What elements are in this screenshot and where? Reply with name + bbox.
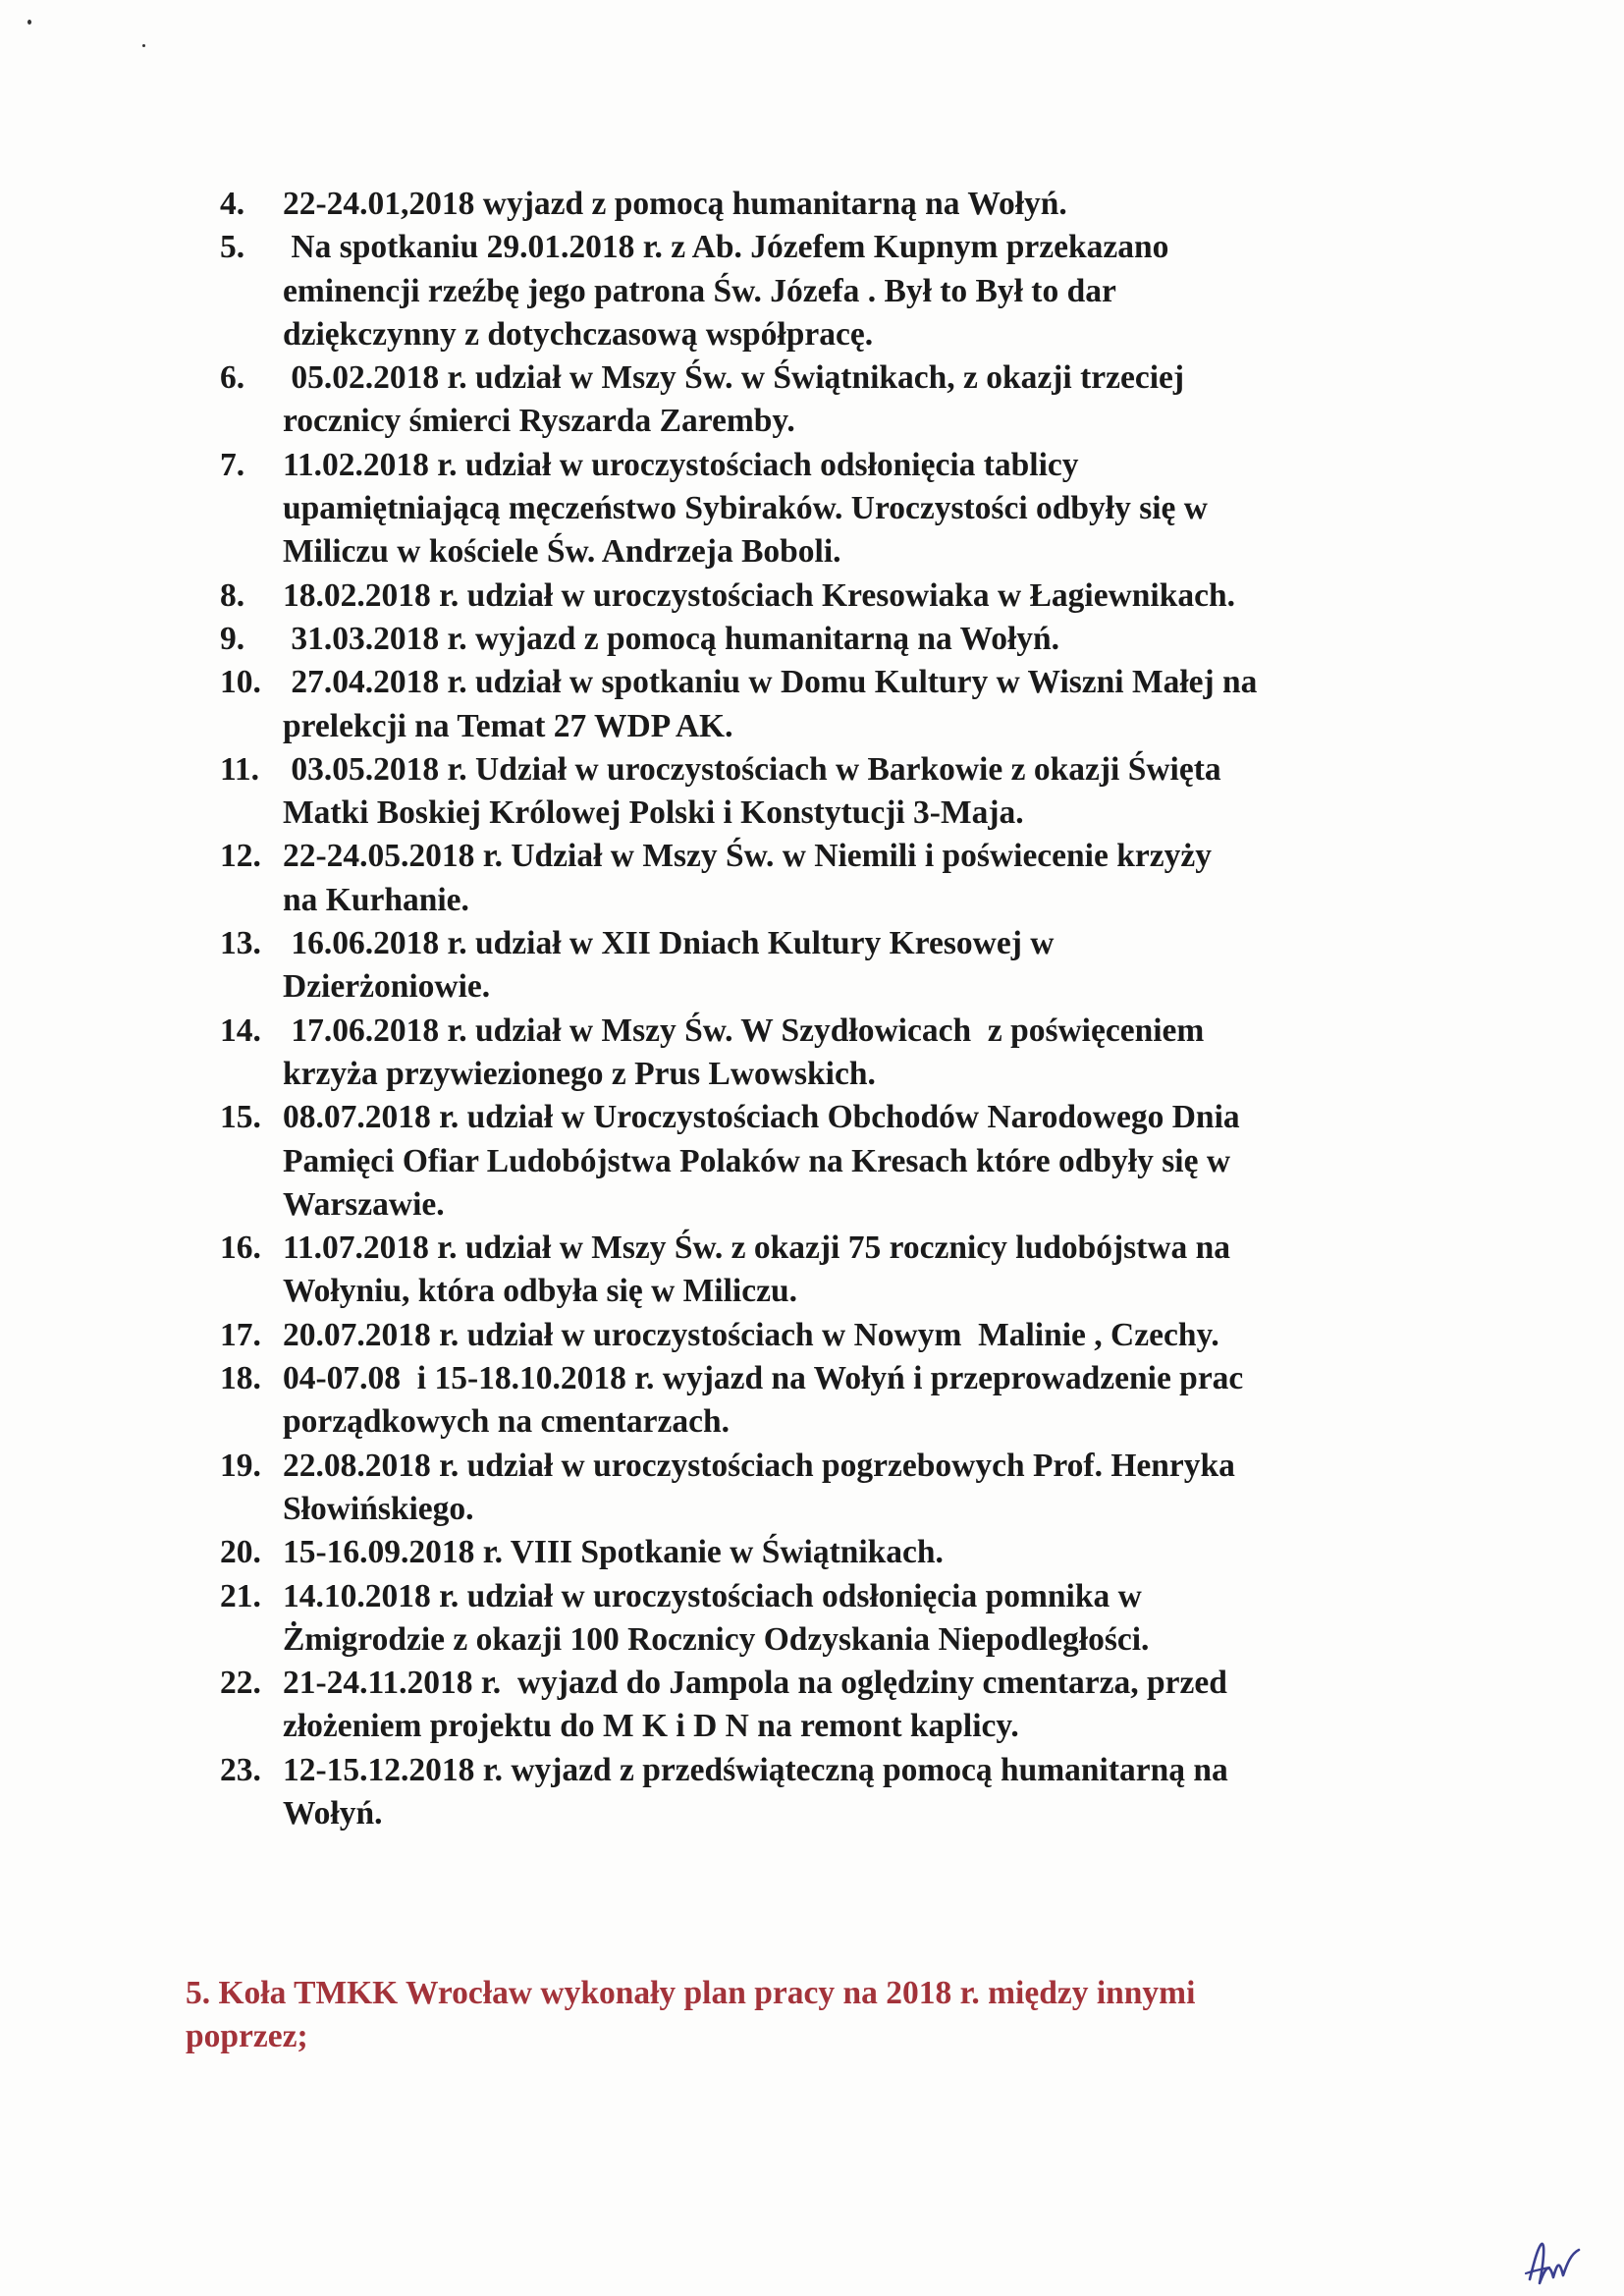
section-heading-line: poprzez; (186, 2018, 308, 2054)
list-item (220, 1400, 1447, 1444)
list-item (220, 226, 1447, 269)
list-item-text: rocznicy śmierci Ryszarda Zaremby. (283, 403, 795, 440)
list-item-number (220, 1053, 283, 1096)
list-item-number: 14. (220, 1011, 261, 1049)
list-item (220, 1749, 1447, 1792)
list-item (220, 1531, 1447, 1574)
list-item-number (220, 1488, 283, 1531)
list-item-text: 20.07.2018 r. udział w uroczystościach w Nowym Malinie , Czechy. (283, 1316, 1219, 1353)
list-item (220, 270, 1447, 313)
list-item (220, 183, 1447, 226)
list-item-text: Wołyniu, która odbyła się w Miliczu. (283, 1273, 797, 1310)
list-item-text: prelekcji na Temat 27 WDP AK. (283, 707, 733, 744)
list-item (220, 1140, 1447, 1183)
list-item (220, 530, 1447, 574)
list-item-number: 8. (220, 576, 245, 614)
list-item (220, 1096, 1447, 1139)
list-item (220, 1445, 1447, 1488)
activity-list (220, 183, 1447, 1835)
list-item (220, 1705, 1447, 1748)
list-item-text: Słowińskiego. (283, 1490, 474, 1527)
list-item (220, 400, 1447, 443)
list-item-text: 03.05.2018 r. Udział w uroczystościach w Barkowie z okazji Święta (283, 750, 1221, 788)
list-item-text: 08.07.2018 r. udział w Uroczystościach Obchodów Narodowego Dnia (283, 1099, 1240, 1136)
list-item-number (220, 270, 283, 313)
list-item-text: 31.03.2018 r. wyjazd z pomocą humanitarną na Wołyń. (283, 620, 1060, 657)
list-item (220, 1314, 1447, 1357)
list-item-number (220, 792, 283, 835)
list-item-text: 14.10.2018 r. udział w uroczystościach odsłonięcia pomnika w (283, 1577, 1142, 1614)
list-item-text: Pamięci Ofiar Ludobójstwa Polaków na Kresach które odbyły się w (283, 1142, 1231, 1179)
list-item-number: 21. (220, 1577, 261, 1614)
list-item-number (220, 1270, 283, 1313)
list-item-number (220, 1792, 283, 1835)
list-item-number: 10. (220, 664, 261, 701)
list-item-number (220, 530, 283, 574)
list-item-text: Miliczu w kościele Św. Andrzeja Boboli. (283, 533, 841, 571)
handwritten-initials (1520, 2234, 1618, 2289)
list-item-text: 21-24.11.2018 r. wyjazd do Jampola na oględziny cmentarza, przed (283, 1665, 1227, 1702)
list-item-number: 17. (220, 1316, 261, 1353)
list-item-text: Żmigrodzie z okazji 100 Rocznicy Odzyskania Niepodległości. (283, 1620, 1150, 1658)
list-item-text: 16.06.2018 r. udział w XII Dniach Kultury Kresowej w (283, 925, 1055, 962)
list-item-number: 5. (220, 229, 245, 266)
list-item-text: 22-24.05.2018 r. Udział w Mszy Św. w Niemili i poświecenie krzyży (283, 838, 1212, 875)
list-item-text: 11.02.2018 r. udział w uroczystościach odsłonięcia tablicy (283, 446, 1079, 483)
list-item-number: 15. (220, 1099, 261, 1136)
section-heading-line: 5. Koła TMKK Wrocław wykonały plan pracy na 2018 r. między innymi (186, 1975, 1196, 2011)
list-item (220, 879, 1447, 922)
list-item-number: 19. (220, 1447, 261, 1484)
scan-speck (27, 20, 31, 25)
list-item-text: 05.02.2018 r. udział w Mszy Św. w Świątnikach, z okazji trzeciej (283, 359, 1185, 397)
list-item (220, 922, 1447, 965)
list-item (220, 705, 1447, 748)
list-item-text: Matki Boskiej Królowej Polski i Konstytucji 3-Maja. (283, 794, 1024, 832)
list-item-number (220, 1183, 283, 1227)
list-item (220, 1053, 1447, 1096)
list-item-number: 6. (220, 359, 245, 397)
list-item-text: 22-24.01,2018 wyjazd z pomocą humanitarną na Wołyń. (283, 186, 1067, 222)
list-item-text: 27.04.2018 r. udział w spotkaniu w Domu Kultury w Wiszni Małej na (283, 664, 1258, 701)
list-item-text: na Kurhanie. (283, 881, 469, 918)
list-item-number: 13. (220, 925, 261, 962)
list-item (220, 661, 1447, 704)
list-item (220, 1183, 1447, 1227)
list-item (220, 835, 1447, 878)
list-item-text: krzyża przywiezionego z Prus Lwowskich. (283, 1055, 876, 1092)
list-item (220, 487, 1447, 530)
list-item-number (220, 1618, 283, 1662)
list-item (220, 1488, 1447, 1531)
list-item-text: złożeniem projektu do M K i D N na remont kaplicy. (283, 1708, 1019, 1745)
list-item-number: 18. (220, 1360, 261, 1397)
list-item-text: dziękczynny z dotychczasową współpracę. (283, 315, 874, 353)
list-item-number (220, 705, 283, 748)
list-item (220, 792, 1447, 835)
list-item (220, 444, 1447, 487)
list-item-number (220, 965, 283, 1009)
list-item (220, 356, 1447, 400)
list-item-text: Na spotkaniu 29.01.2018 r. z Ab. Józefem Kupnym przekazano (283, 229, 1169, 266)
list-item-text: Warszawie. (283, 1185, 445, 1223)
list-item-number: 20. (220, 1534, 261, 1571)
list-item-text: 04-07.08 i 15-18.10.2018 r. wyjazd na Wołyń i przeprowadzenie prac (283, 1360, 1244, 1397)
list-item-number (220, 1140, 283, 1183)
list-item-text: eminencji rzeźbę jego patrona Św. Józefa . Był to Był to dar (283, 272, 1116, 309)
list-item-number (220, 313, 283, 356)
list-item-number (220, 487, 283, 530)
list-item (220, 313, 1447, 356)
list-item (220, 1575, 1447, 1618)
list-item (220, 618, 1447, 661)
list-item-text: Wołyń. (283, 1794, 383, 1831)
list-item-number (220, 400, 283, 443)
list-item-text: upamiętniającą męczeństwo Sybiraków. Uroczystości odbyły się w (283, 490, 1208, 527)
list-item-text: 15-16.09.2018 r. VIII Spotkanie w Świątnikach. (283, 1534, 944, 1571)
list-item-number (220, 1400, 283, 1444)
section-heading (186, 1972, 1413, 2058)
list-item-text: 17.06.2018 r. udział w Mszy Św. W Szydłowicach z poświęceniem (283, 1011, 1205, 1049)
list-item-text: 12-15.12.2018 r. wyjazd z przedświąteczną pomocą humanitarną na (283, 1751, 1228, 1788)
list-item-text: porządkowych na cmentarzach. (283, 1403, 730, 1441)
scan-speck (142, 44, 145, 47)
list-item (220, 1792, 1447, 1835)
list-item-number: 22. (220, 1665, 261, 1702)
list-item (220, 1662, 1447, 1705)
list-item-number: 9. (220, 620, 245, 657)
list-item-number: 16. (220, 1230, 261, 1267)
list-item-text: 18.02.2018 r. udział w uroczystościach Kresowiaka w Łagiewnikach. (283, 576, 1235, 614)
list-item (220, 574, 1447, 618)
list-item (220, 748, 1447, 792)
list-item (220, 965, 1447, 1009)
list-item (220, 1270, 1447, 1313)
list-item-number: 11. (220, 750, 260, 788)
list-item (220, 1357, 1447, 1400)
list-item-number: 7. (220, 446, 245, 483)
list-item-number: 4. (220, 186, 245, 222)
list-item (220, 1227, 1447, 1270)
list-item-number (220, 879, 283, 922)
list-item-number (220, 1705, 283, 1748)
list-item-text: 11.07.2018 r. udział w Mszy Św. z okazji 75 rocznicy ludobójstwa na (283, 1230, 1231, 1267)
list-item-text: Dzierżoniowie. (283, 968, 491, 1006)
list-item-number: 23. (220, 1751, 261, 1788)
list-item (220, 1010, 1447, 1053)
list-item (220, 1618, 1447, 1662)
list-item-number: 12. (220, 838, 261, 875)
list-item-text: 22.08.2018 r. udział w uroczystościach pogrzebowych Prof. Henryka (283, 1447, 1235, 1484)
